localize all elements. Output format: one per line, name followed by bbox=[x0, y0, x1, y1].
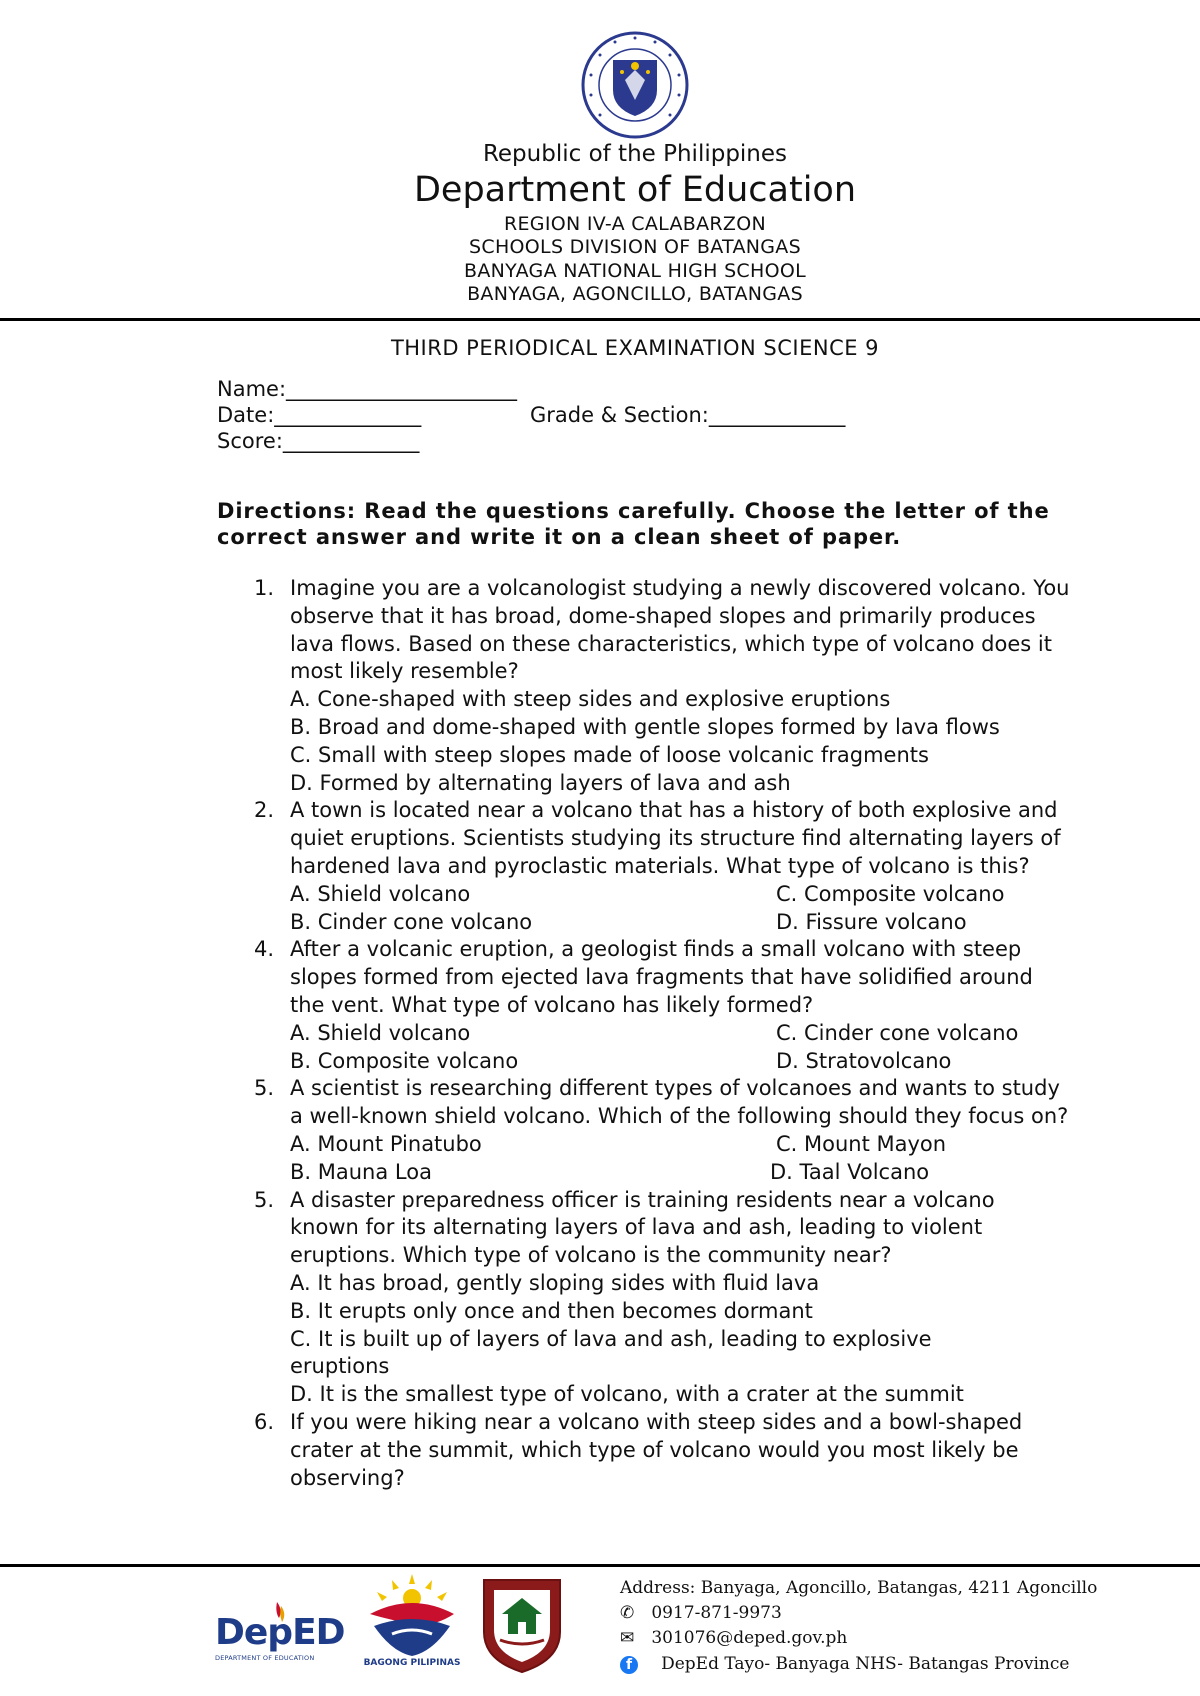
bagong-pilipinas-logo bbox=[362, 1572, 462, 1672]
phone-row bbox=[620, 1603, 782, 1623]
name-field[interactable] bbox=[217, 377, 517, 401]
answer-option: B. Broad and dome-shaped with gentle slopes formed by lava flows bbox=[290, 714, 1000, 739]
answer-option: D. Formed by alternating layers of lava and ash bbox=[290, 770, 791, 795]
question-item bbox=[254, 1409, 1070, 1492]
footer-divider bbox=[0, 1564, 1200, 1567]
date-label: Date: bbox=[217, 403, 275, 427]
answer-option: B. Cinder cone volcano bbox=[290, 909, 533, 934]
deped-seal-logo bbox=[580, 30, 690, 140]
name-blank: ______________________ bbox=[286, 377, 518, 401]
phone-icon: ✆ bbox=[620, 1603, 635, 1623]
question-text: A disaster preparedness officer is training residents near a volcano known for its alternating layers of lava and ash, leading to violent eruptions. Which type of volcano is the community near? bbox=[290, 1187, 995, 1268]
answer-option: D. Taal Volcano bbox=[770, 1159, 930, 1184]
bagong-pilipinas-label: BAGONG PILIPINAS bbox=[363, 1658, 461, 1668]
answer-option: B. Mauna Loa bbox=[290, 1159, 432, 1184]
question-item bbox=[254, 936, 1070, 1075]
name-label: Name: bbox=[217, 377, 287, 401]
answer-option: A. It has broad, gently sloping sides with fluid lava bbox=[290, 1270, 820, 1295]
question-item bbox=[254, 1075, 1070, 1186]
question-text: If you were hiking near a volcano with steep sides and a bowl-shaped crater at the summit, which type of volcano would you most likely be observing? bbox=[290, 1409, 1023, 1490]
grade-section-label: Grade & Section: bbox=[530, 403, 709, 427]
question-text: A town is located near a volcano that has a history of both explosive and quiet eruptions. Scientists studying its structure find alternating layers of hardened lava and pyroclastic materials. What type of volcano is this? bbox=[290, 798, 1061, 878]
question-item bbox=[254, 575, 1070, 797]
exam-title: THIRD PERIODICAL EXAMINATION SCIENCE 9 bbox=[390, 336, 880, 360]
facebook-row bbox=[620, 1654, 1069, 1674]
answer-option: C. Small with steep slopes made of loose volcanic fragments bbox=[290, 742, 929, 767]
answer-option: D. It is the smallest type of volcano, with a crater at the summit bbox=[290, 1382, 964, 1407]
answer-option: A. Shield volcano bbox=[290, 1020, 471, 1045]
deped-logo bbox=[215, 1598, 345, 1668]
header-divider bbox=[0, 318, 1200, 321]
division-line: SCHOOLS DIVISION OF BATANGAS bbox=[469, 236, 801, 258]
question-item bbox=[254, 1187, 1070, 1409]
deped-subtitle: DEPARTMENT OF EDUCATION bbox=[215, 1654, 315, 1662]
question-text: After a volcanic eruption, a geologist finds a small volcano with steep slopes formed from ejected lava fragments that have solidified around the vent. What type of volcano has likely formed? bbox=[290, 937, 1033, 1017]
answer-option: D. Stratovolcano bbox=[776, 1048, 952, 1073]
school-address: Address: Banyaga, Agoncillo, Batangas, 4211 Agoncillo bbox=[620, 1578, 1098, 1598]
question-number: 1. bbox=[254, 576, 275, 600]
answer-option: C. Cinder cone volcano bbox=[776, 1020, 1019, 1045]
answer-option: C. Mount Mayon bbox=[776, 1131, 947, 1156]
answer-option: C. Composite volcano bbox=[776, 881, 1005, 906]
question-number: 2. bbox=[254, 798, 275, 823]
question-number: 6. bbox=[254, 1409, 275, 1434]
footer bbox=[0, 1570, 1200, 1696]
grade-section-blank: _____________ bbox=[708, 403, 846, 427]
phone-number: 0917-871-9973 bbox=[651, 1603, 782, 1623]
answer-option: A. Shield volcano bbox=[290, 881, 471, 906]
question-list bbox=[0, 575, 1200, 1492]
question-number: 5. bbox=[254, 1076, 275, 1101]
answer-option: B. It erupts only once and then becomes dormant bbox=[290, 1298, 813, 1323]
email-address[interactable]: 301076@deped.gov.ph bbox=[651, 1628, 848, 1648]
deped-wordmark: DepED bbox=[215, 1612, 345, 1653]
score-field[interactable] bbox=[217, 429, 419, 453]
republic-heading: Republic of the Philippines bbox=[482, 141, 788, 167]
answer-option: C. It is built up of layers of lava and ash, leading to explosive eruptions bbox=[290, 1326, 932, 1379]
grade-section-field[interactable] bbox=[530, 403, 845, 427]
facebook-page[interactable]: DepEd Tayo- Banyaga NHS- Batangas Province bbox=[661, 1654, 1070, 1674]
answer-option: D. Fissure volcano bbox=[776, 909, 967, 934]
score-label: Score: bbox=[217, 429, 283, 453]
answer-option: A. Cone-shaped with steep sides and explosive eruptions bbox=[290, 687, 891, 712]
question-number: 5. bbox=[254, 1187, 275, 1212]
mail-icon: ✉ bbox=[620, 1628, 635, 1648]
question-text: A scientist is researching different types of volcanoes and wants to study a well-known shield volcano. Which of the following should they focus on? bbox=[290, 1076, 1069, 1129]
email-row bbox=[620, 1628, 847, 1648]
question-item bbox=[254, 797, 1070, 936]
answer-option: B. Composite volcano bbox=[290, 1048, 519, 1073]
department-heading: Department of Education bbox=[413, 170, 857, 210]
question-number: 4. bbox=[254, 937, 275, 962]
facebook-icon: f bbox=[620, 1656, 638, 1674]
date-blank: ______________ bbox=[274, 403, 422, 427]
region-line: REGION IV-A CALABARZON bbox=[503, 213, 766, 235]
answer-option: A. Mount Pinatubo bbox=[290, 1131, 482, 1156]
directions: Directions: Read the questions carefully. Choose the letter of the correct answer and write it on a clean sheet of paper. bbox=[217, 499, 1050, 549]
score-blank: _____________ bbox=[282, 429, 420, 453]
date-field[interactable] bbox=[217, 403, 421, 427]
school-logo bbox=[478, 1574, 566, 1674]
school-address-line: BANYAGA, AGONCILLO, BATANGAS bbox=[467, 283, 803, 305]
question-text: Imagine you are a volcanologist studying a newly discovered volcano. You observe that it has broad, dome-shaped slopes and primarily produces lava flows. Based on these characteristics, which type of volcano does it most likely resemble? bbox=[290, 576, 1070, 684]
school-line: BANYAGA NATIONAL HIGH SCHOOL bbox=[464, 260, 806, 282]
